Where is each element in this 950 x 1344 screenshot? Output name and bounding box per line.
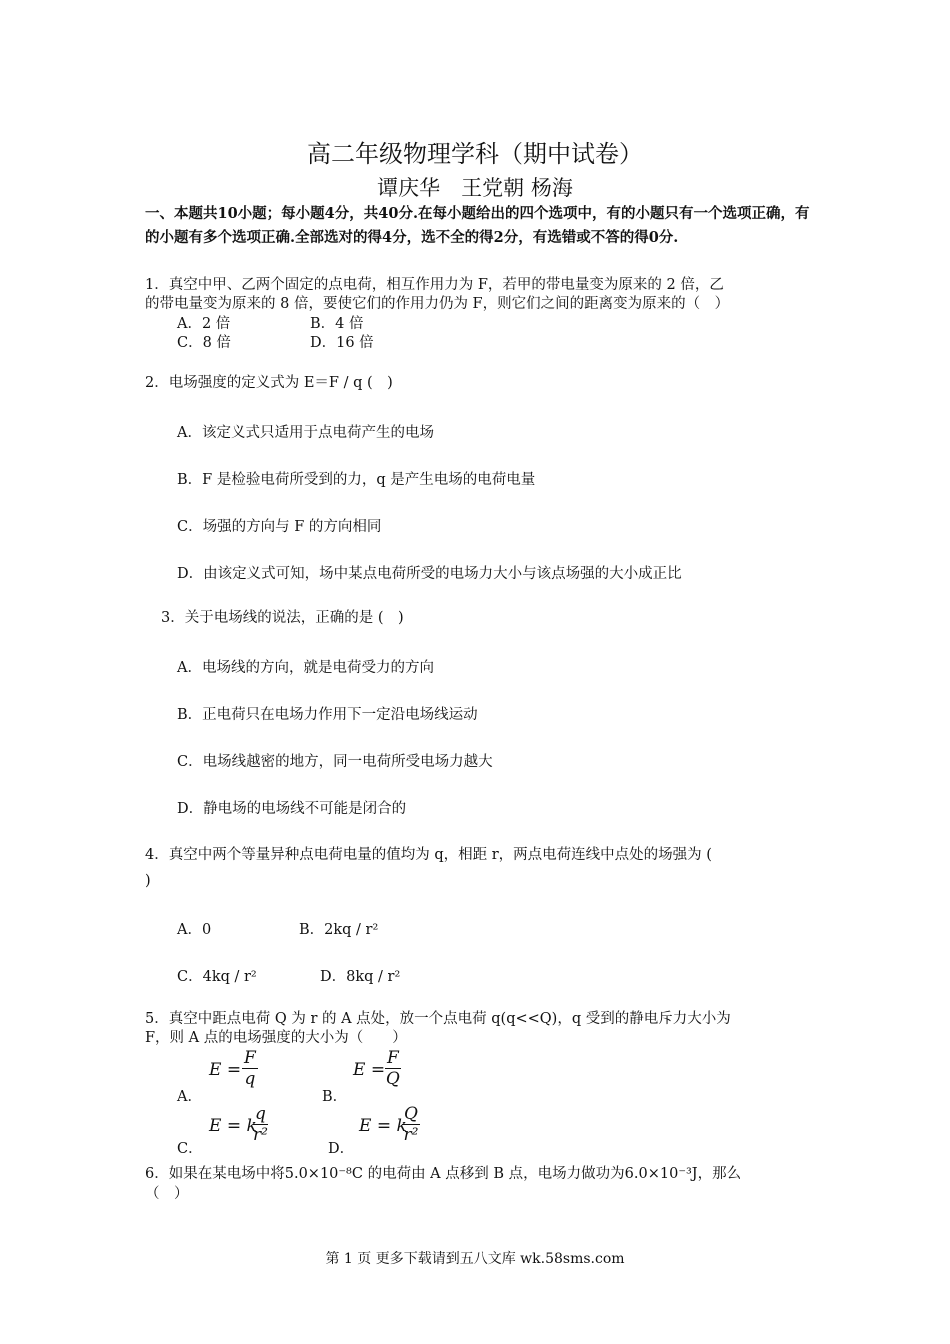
q6-work: 6.0×10⁻³ xyxy=(624,1166,692,1182)
q5-option-a-label: A． xyxy=(177,1089,202,1105)
q3-option-a: A．电场线的方向，就是电荷受力的方向 xyxy=(177,660,434,676)
q5-option-b-denominator: Q xyxy=(385,1069,400,1089)
q5-option-d-numerator: Q xyxy=(404,1104,418,1124)
q2-option-d: D．由该定义式可知，场中某点电荷所受的电场力大小与该点场强的大小成正比 xyxy=(177,566,682,582)
q5-option-a-lhs: E = xyxy=(209,1060,242,1080)
q5-option-a-denominator: q xyxy=(244,1069,256,1089)
q6-line2: （ ） xyxy=(145,1186,189,1202)
q4-option-c: C．4kq / r² xyxy=(177,969,257,985)
q2-option-c: C．场强的方向与 F 的方向相同 xyxy=(177,519,382,535)
q4-line1: 4．真空中两个等量异种点电荷电量的值均为 q，相距 r，两点电荷连线中点处的场强为 ( xyxy=(145,847,712,863)
section-instructions: 一、本题共10小题；每小题4分，共40分.在每小题给出的四个选项中，有的小题只有一个选项正确，有的小题有多个选项正确.全部选对的得4分，选不全的得2分，有选错或不答的得0分. xyxy=(145,205,810,246)
q1-option-b: B．4 倍 xyxy=(310,316,364,332)
q6-text-c: J，那么 xyxy=(691,1166,742,1182)
q5-option-b-fraction xyxy=(385,1048,401,1089)
q5-option-d-fraction xyxy=(402,1104,420,1145)
q5-line2: F，则 A 点的电场强度的大小为（ ） xyxy=(145,1030,407,1046)
q5-option-d-lhs: E = k xyxy=(359,1116,407,1136)
q3-option-c: C．电场线越密的地方，同一电荷所受电场力越大 xyxy=(177,754,493,770)
q3-option-d: D．静电场的电场线不可能是闭合的 xyxy=(177,801,407,817)
q6-text-a: 6．如果在某电场中将 xyxy=(145,1166,285,1182)
page-title: 高二年级物理学科（期中试卷） xyxy=(307,140,643,168)
q3-option-b: B．正电荷只在电场力作用下一定沿电场线运动 xyxy=(177,707,478,723)
q4-option-b: B．2kq / r² xyxy=(299,922,379,938)
q5-option-c-denominator: r² xyxy=(253,1125,268,1145)
q6-line1 xyxy=(145,1165,741,1184)
q1-line1: 1．真空中甲、乙两个固定的点电荷，相互作用力为 F，若甲的带电量变为原来的 2 倍，乙 xyxy=(145,277,724,293)
page-footer: 第 1 页 更多下载请到五八文库 wk.58sms.com xyxy=(325,1251,625,1267)
q6-text-b: C 的电荷由 A 点移到 B 点，电场力做功为 xyxy=(351,1166,625,1182)
q5-option-a-fraction xyxy=(242,1048,258,1089)
authors: 谭庆华 王党朝 杨海 xyxy=(377,176,573,200)
q5-option-c-label: C． xyxy=(177,1141,203,1157)
q1-option-d: D．16 倍 xyxy=(310,335,374,351)
q4-line2: ) xyxy=(145,873,151,889)
q6-charge: 5.0×10⁻⁸ xyxy=(284,1166,352,1182)
q3-stem: 3．关于电场线的说法，正确的是 ( ) xyxy=(161,610,404,626)
q1-line2: 的带电量变为原来的 8 倍，要使它们的作用力仍为 F，则它们之间的距离变为原来的（ ） xyxy=(145,296,730,312)
q5-option-b-lhs: E = xyxy=(353,1060,386,1080)
q5-line1: 5．真空中距点电荷 Q 为 r 的 A 点处，放一个点电荷 q(q<<Q)，q 受到的静电斥力大小为 xyxy=(145,1011,731,1027)
q5-option-b-label: B． xyxy=(322,1089,348,1105)
q5-option-d-label: D． xyxy=(328,1141,355,1157)
q4-option-d: D．8kq / r² xyxy=(320,969,401,985)
q2-option-b: B．F 是检验电荷所受到的力，q 是产生电场的电荷电量 xyxy=(177,472,536,488)
q4-option-a: A．0 xyxy=(177,922,212,938)
q1-option-a: A．2 倍 xyxy=(177,316,231,332)
q5-option-c-numerator: q xyxy=(253,1104,268,1125)
q5-option-b-numerator: F xyxy=(387,1048,399,1068)
q5-option-a-numerator: F xyxy=(244,1048,256,1068)
q2-stem: 2．电场强度的定义式为 E＝F / q ( ) xyxy=(145,375,393,391)
q5-option-c-lhs: E = k xyxy=(209,1116,257,1136)
q5-option-d-denominator: r² xyxy=(403,1125,419,1145)
q2-option-a: A．该定义式只适用于点电荷产生的电场 xyxy=(177,425,434,441)
q1-option-c: C．8 倍 xyxy=(177,335,231,351)
q5-option-c-fraction xyxy=(253,1104,268,1145)
